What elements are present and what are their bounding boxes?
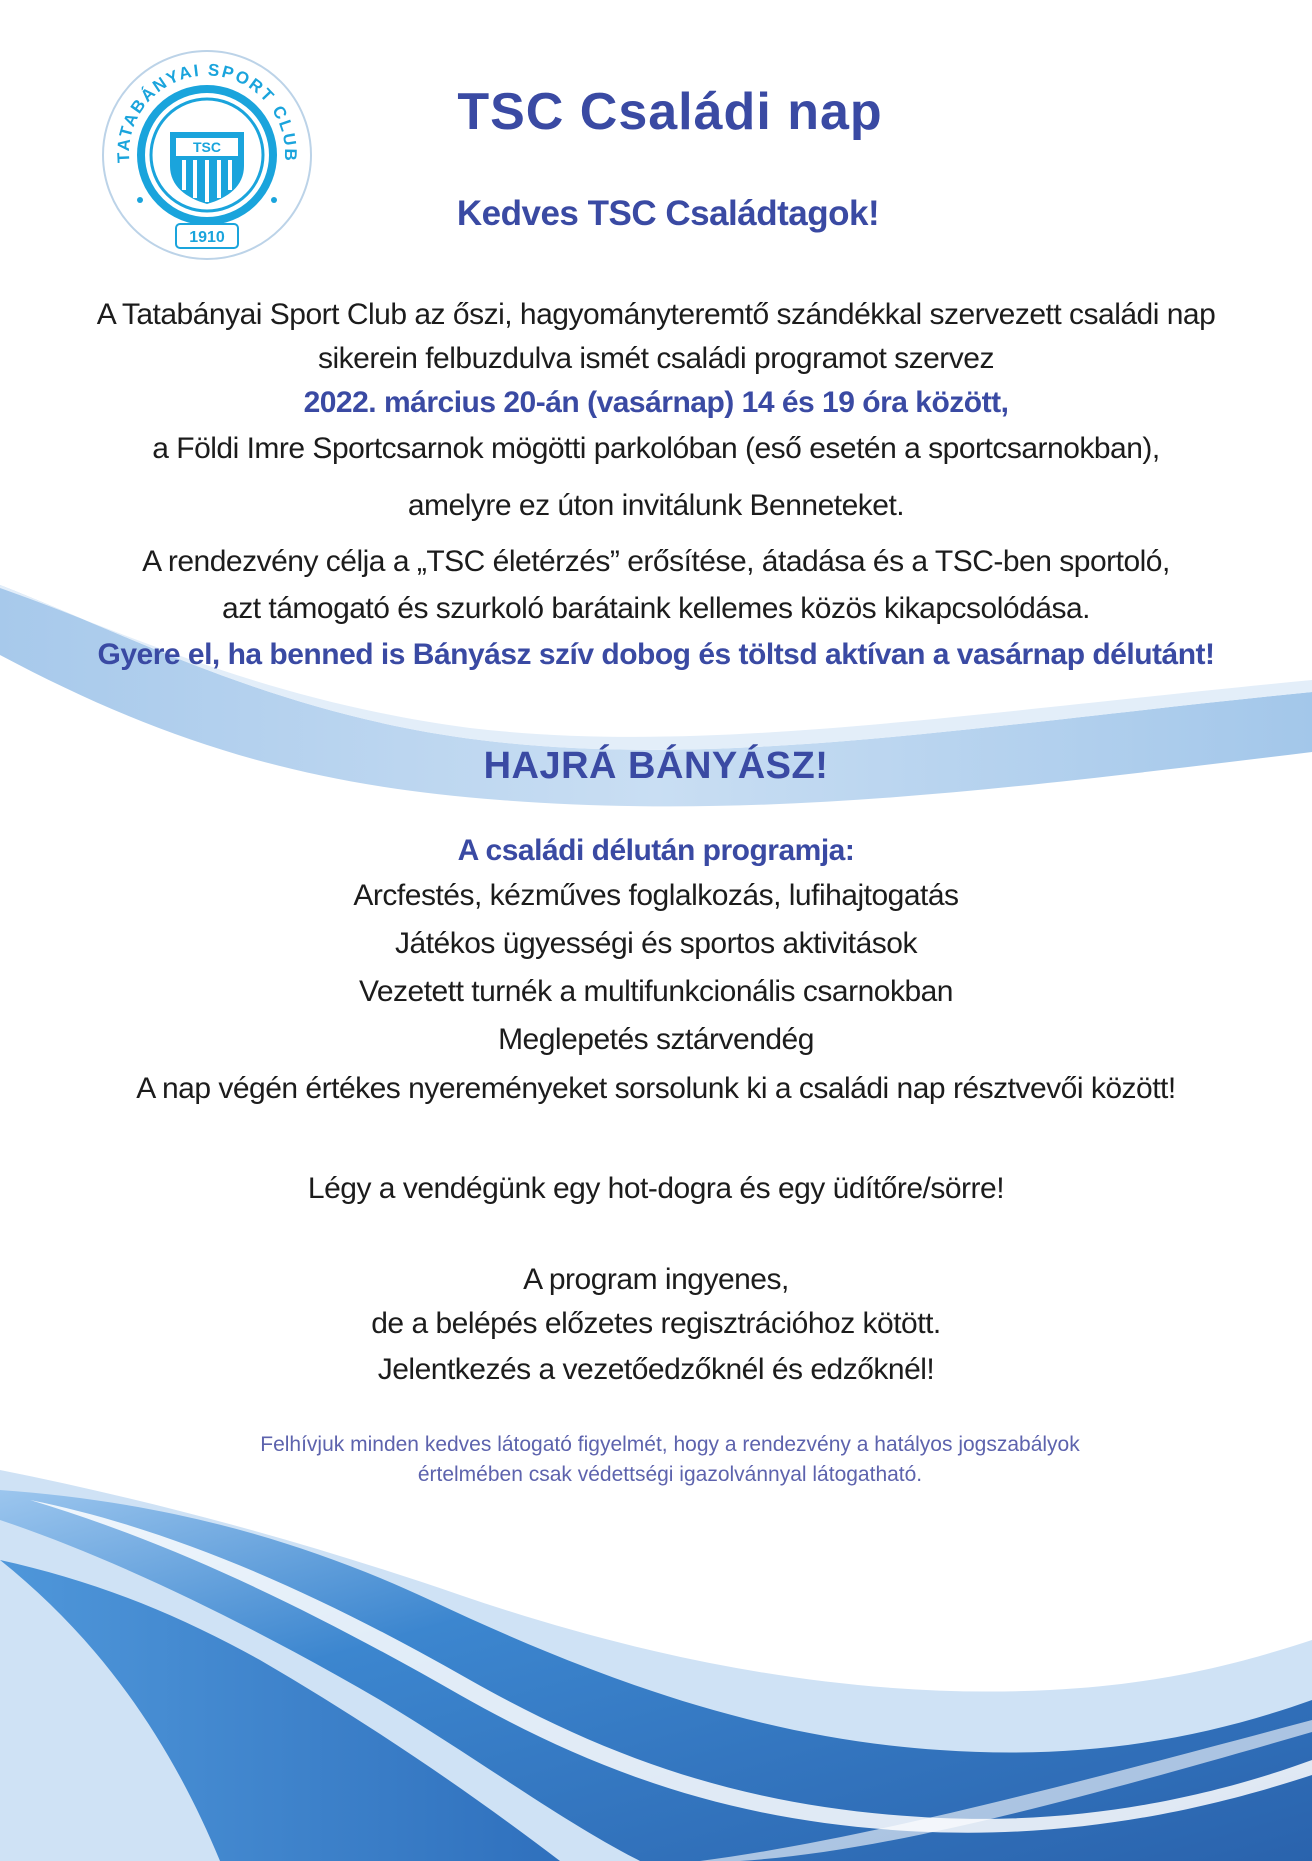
program-item: Meglepetés sztárvendég — [498, 1023, 814, 1056]
registration-line-3: Jelentkezés a vezetőedzőknél és edzőknél! — [377, 1353, 935, 1386]
program-heading: A családi délután programja: — [457, 834, 855, 867]
registration-line-1: A program ingyenes, — [523, 1263, 789, 1296]
guest-line: Légy a vendégünk egy hot-dogra és egy üdítőre/sörre! — [307, 1172, 1005, 1205]
logo-ring-text: TATABÁNYAI SPORT CLUB — [113, 60, 301, 164]
logo-year: 1910 — [189, 229, 225, 246]
program-item: Vezetett turnék a multifunkcionális csarnokban — [358, 975, 953, 1008]
intro-line-3: a Földi Imre Sportcsarnok mögötti parkolóban (eső esetén a sportcsarnokban), — [152, 432, 1160, 465]
program-item: Arcfestés, kézműves foglalkozás, lufihajtogatás — [353, 879, 959, 912]
program-item: A nap végén értékes nyereményeket sorsolunk ki a családi nap résztvevői között! — [136, 1072, 1176, 1105]
notice-line-2: értelmében csak védettségi igazolvánnyal látogatható. — [417, 1463, 923, 1486]
intro-line-1: A Tatabányai Sport Club az őszi, hagyományteremtő szándékkal szervezett családi nap — [96, 298, 1216, 331]
intro-line-4: amelyre ez úton invitálunk Benneteket. — [407, 489, 905, 522]
greeting: Kedves TSC Családtagok! — [456, 194, 880, 233]
program-item: Játékos ügyességi és sportos aktivitások — [395, 927, 917, 960]
slogan: HAJRÁ BÁNYÁSZ! — [483, 745, 829, 787]
intro-line-2: sikerein felbuzdulva ismét családi programot szervez — [318, 342, 994, 375]
purpose-line-2: azt támogató és szurkoló barátaink kellemes közös kikapcsolódása. — [222, 592, 1090, 625]
logo-initials: TSC — [193, 139, 221, 155]
purpose-line-1: A rendezvény célja a „TSC életérzés” erősítése, átadása és a TSC-ben sportoló, — [142, 545, 1170, 578]
notice-line-1: Felhívjuk minden kedves látogató figyelmét, hogy a rendezvény a hatályos jogszabályok — [260, 1433, 1080, 1456]
event-date: 2022. március 20-án (vasárnap) 14 és 19 óra között, — [303, 386, 1009, 419]
call-to-action: Gyere el, ha benned is Bányász szív dobog és töltsd aktívan a vasárnap délutánt! — [97, 638, 1215, 671]
page-title: TSC Családi nap — [457, 83, 883, 141]
registration-line-2: de a belépés előzetes regisztrációhoz kötött. — [371, 1307, 941, 1340]
